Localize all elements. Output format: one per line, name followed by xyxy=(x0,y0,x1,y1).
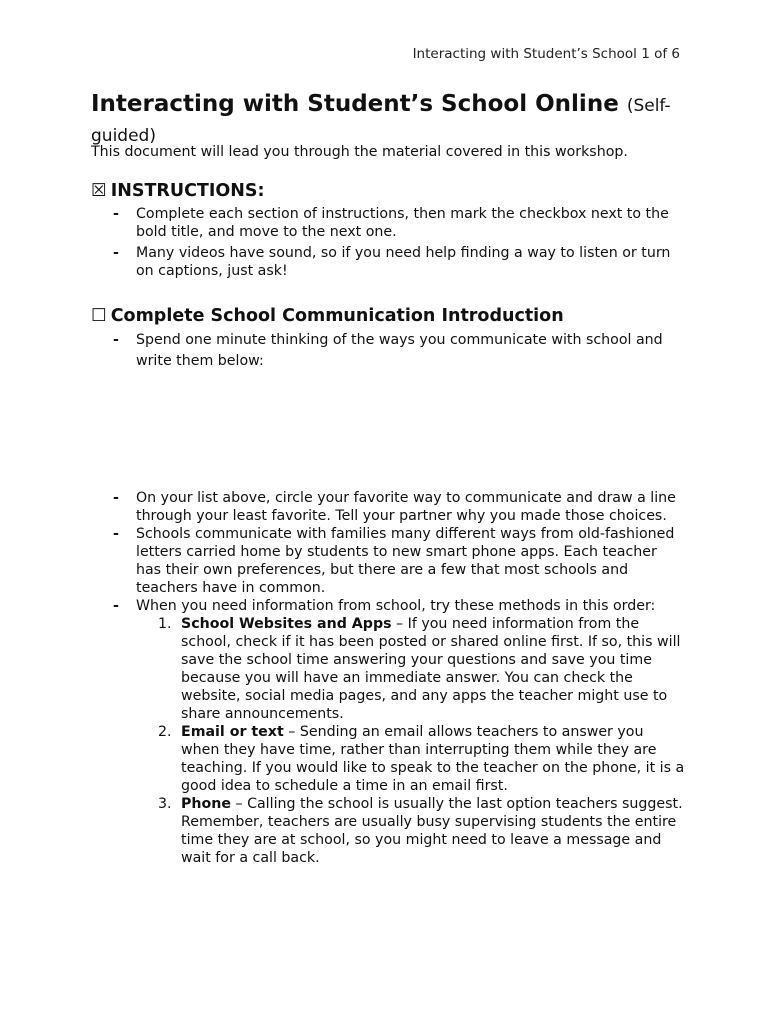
methods-list xyxy=(136,615,686,867)
dash-bullet-icon: - xyxy=(113,490,119,506)
dash-bullet-icon: - xyxy=(113,332,119,348)
communication-list xyxy=(91,489,686,867)
list-item: - On your list above, circle your favorite way to communicate and draw a line through your least favorite. Tell your partner why you made those choices. xyxy=(113,490,676,524)
method-label: Phone xyxy=(181,796,231,812)
title-block xyxy=(91,90,681,150)
dash-bullet-icon: - xyxy=(113,526,119,542)
communication-heading-text: Complete School Communication Introduction xyxy=(110,306,564,326)
list-item: - Spend one minute thinking of the ways you communicate with school and write them below: xyxy=(113,332,663,369)
instructions-list xyxy=(91,205,686,280)
dash-bullet-icon: - xyxy=(113,245,119,261)
method-item: 1. School Websites and Apps – If you need information from the school, check if it has been posted or shared online first. If so, this will save the school time answering your questions and save you time because you will have an immediate answer. You can check the website, social media pages, and any apps the teacher might use to share announcements. xyxy=(158,616,681,722)
unchecked-checkbox-icon[interactable]: ☐ xyxy=(91,306,107,326)
page-title xyxy=(91,90,681,150)
running-header: Interacting with Student’s School 1 of 6 xyxy=(412,46,680,62)
list-item: - Complete each section of instructions, then mark the checkbox next to the bold title, and move to the next one. xyxy=(113,206,669,240)
communication-first-list xyxy=(91,330,686,372)
communication-heading xyxy=(91,306,564,326)
method-item: 3. Phone – Calling the school is usually the last option teachers suggest. Remember, teachers are usually busy supervising students the entire time they are at school, so you might need to leave a message and wait for a call back. xyxy=(158,796,683,866)
method-item: 2. Email or text – Sending an email allows teachers to answer you when they have time, rather than interrupting them while they are teaching. If you would like to speak to the teacher on the phone, it is a good idea to schedule a time in an email first. xyxy=(158,724,685,794)
instructions-heading-text: INSTRUCTIONS: xyxy=(110,181,265,201)
method-label: School Websites and Apps xyxy=(181,616,392,632)
dash-bullet-icon: - xyxy=(113,206,119,222)
title-subtitle: (Self-guided) xyxy=(91,96,671,146)
title-main: Interacting with Student’s School Online xyxy=(91,91,619,117)
method-label: Email or text xyxy=(181,724,284,740)
instructions-heading xyxy=(91,181,265,201)
list-item: - Schools communicate with families many different ways from old-fashioned letters carried home by students to new smart phone apps. Each teacher has their own preferences, but there are a few that most schools and teachers have in common. xyxy=(113,526,675,596)
list-item: - When you need information from school, try these methods in this order: 1. School Websites and Apps – If you need information from the school, check if it has been posted or shared online first. If so, this will save the school time answering your questions and save you time because you will have an immediate answer. You can check the website, social media pages, and any apps the teacher might use to share announcements. 2. Email or text – Sending an email allows teachers to answer you when they have time, rather than interrupting them while they are teaching. If you would like to speak to the teacher on the phone, it is a good idea to schedule a time in an email first. 3. Phone – Calling the school is usually the last option teachers suggest. Remember, teachers are usually busy supervising students the entire time they are at school, so you might need to leave a message and wait for a call back. xyxy=(113,598,685,866)
dash-bullet-icon: - xyxy=(113,598,119,614)
checked-checkbox-icon[interactable]: ☒ xyxy=(91,181,107,201)
intro-text: This document will lead you through the material covered in this workshop. xyxy=(91,144,628,160)
list-item: - Many videos have sound, so if you need help finding a way to listen or turn on captions, just ask! xyxy=(113,245,671,279)
